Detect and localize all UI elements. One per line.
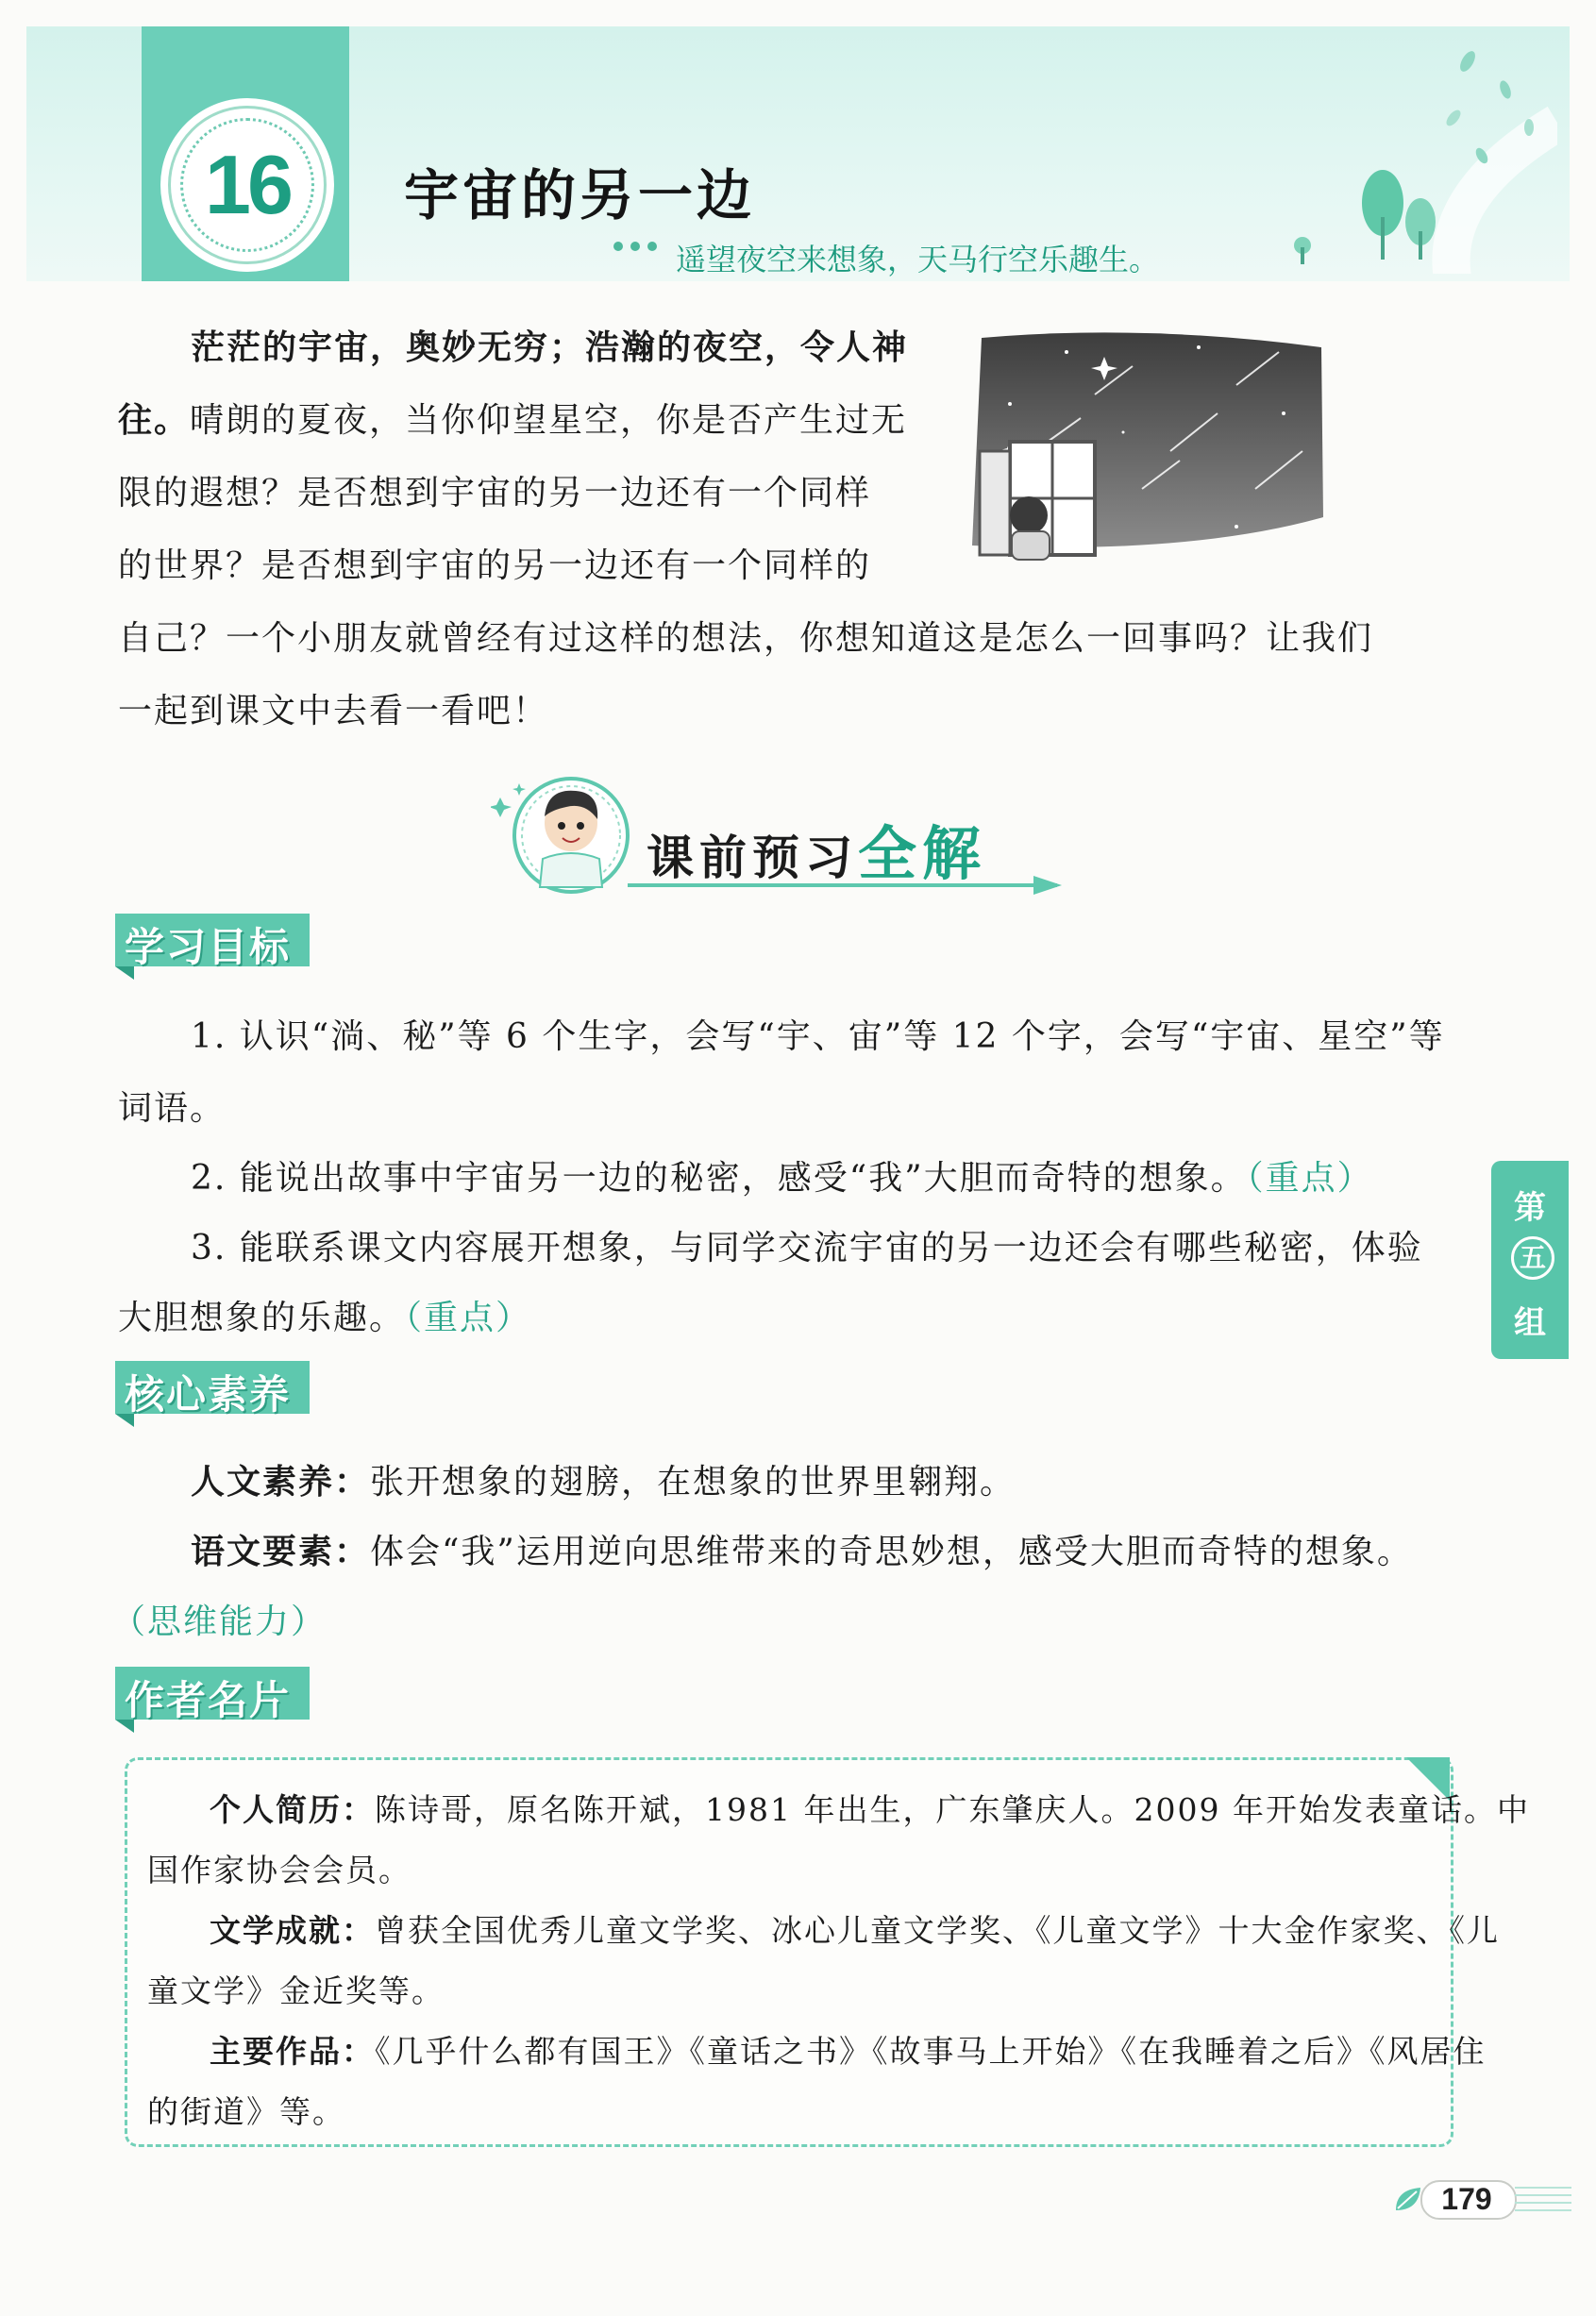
- author-achievement-line-2: 童文学》金近奖等。: [147, 1972, 445, 2009]
- intro-line-6: 一起到课文中去看一看吧！: [118, 692, 549, 730]
- author-bio-line-1: 个人简历：陈诗哥，原名陈开斌，1981 年出生，广东肇庆人。2009 年开始发表童话。中: [210, 1791, 1530, 1828]
- intro-line-4: 的世界？是否想到宇宙的另一边还有一个同样的: [118, 546, 872, 585]
- goal-item-1-line-1: 1. 认识“淌、秘”等 6 个生字，会写“宇、宙”等 12 个字，会写“宇宙、星空”等: [191, 1017, 1445, 1056]
- core-language: 语文要素：体会“我”运用逆向思维带来的奇思妙想，感受大胆而奇特的想象。: [191, 1532, 1413, 1571]
- intro-line-1: 茫茫的宇宙，奥妙无穷；浩瀚的夜空，令人神: [191, 327, 909, 366]
- lesson-number: 16: [205, 138, 290, 231]
- page-number-badge: [1392, 2178, 1515, 2220]
- author-works-line-2: 的街道》等。: [147, 2093, 345, 2130]
- lesson-number-badge: [168, 106, 327, 264]
- goal-item-1-line-2: 词语。: [118, 1089, 227, 1128]
- goal-item-3-line-1: 3. 能联系课文内容展开想象，与同学交流宇宙的另一边还会有哪些秘密，体验: [191, 1229, 1423, 1267]
- lesson-title: 宇宙的另一边: [404, 165, 756, 227]
- goal-item-2: 2. 能说出故事中宇宙另一边的秘密，感受“我”大胆而奇特的想象。（重点）: [191, 1159, 1373, 1198]
- section-label-author: 作者名片: [115, 1667, 310, 1723]
- core-language-note: （思维能力）: [111, 1603, 328, 1641]
- goal-item-3-line-2: 大胆想象的乐趣。（重点）: [118, 1299, 532, 1337]
- intro-line-2: 往。晴朗的夏夜，当你仰望星空，你是否产生过无: [118, 400, 908, 440]
- unit-side-tab: 第 五 组: [1491, 1161, 1569, 1359]
- intro-line-3: 限的遐想？是否想到宇宙的另一边还有一个同样: [118, 474, 872, 512]
- subtitle-dots: [613, 242, 657, 251]
- author-bio-line-2: 国作家协会会员。: [147, 1852, 412, 1888]
- tree-decoration-icon: [1246, 38, 1557, 274]
- page-number: 179: [1441, 2182, 1492, 2216]
- author-achievement-line-1: 文学成就：曾获全国优秀儿童文学奖、冰心儿童文学奖、《儿童文学》十大金作家奖、《儿: [210, 1912, 1500, 1949]
- section-label-goals: 学习目标: [115, 914, 310, 970]
- night-sky-illustration: [953, 328, 1326, 569]
- author-works-line-1: 主要作品：《几乎什么都有国王》《童话之书》《故事马上开始》《在我睡着之后》《风居住: [210, 2033, 1487, 2070]
- core-humanities: 人文素养：张开想象的翅膀，在想象的世界里翱翔。: [191, 1462, 1016, 1502]
- page-number-lines-decoration: [1515, 2182, 1571, 2220]
- section-label-core: 核心素养: [115, 1361, 310, 1418]
- intro-line-5: 自己？一个小朋友就曾经有过这样的想法，你想知道这是怎么一回事吗？让我们: [118, 619, 1374, 658]
- lesson-subtitle: 遥望夜空来想象，天马行空乐趣生。: [676, 243, 1160, 277]
- preview-heading: 课前预习全解: [647, 822, 987, 887]
